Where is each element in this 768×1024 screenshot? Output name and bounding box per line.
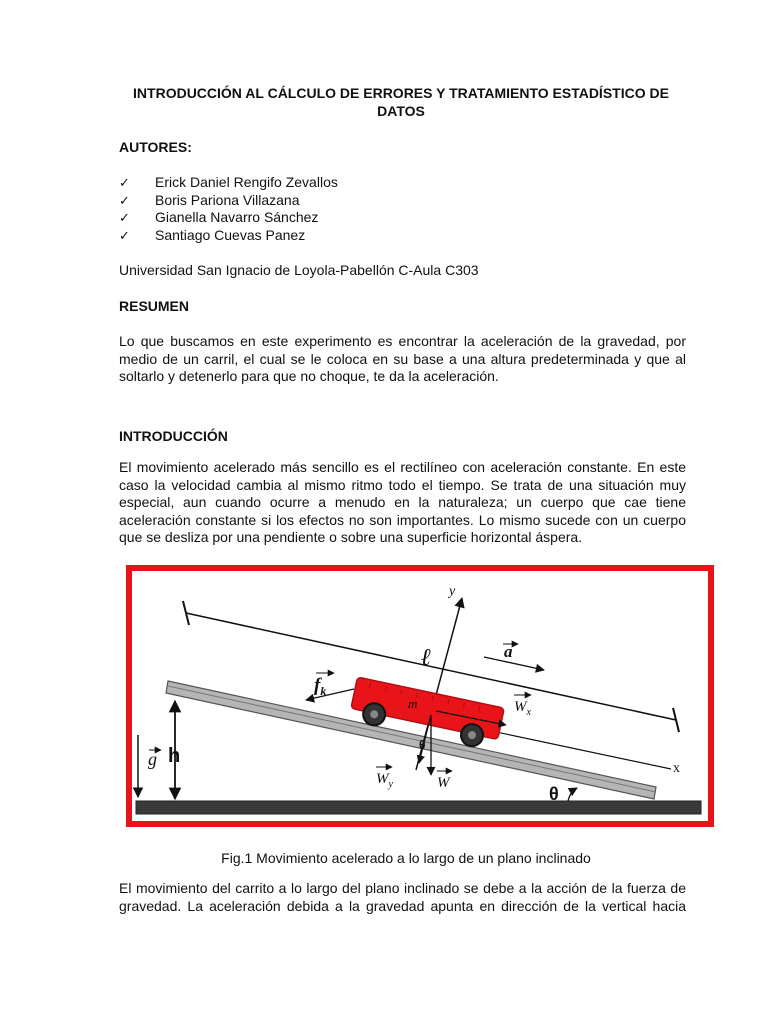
resumen-heading: RESUMEN	[119, 298, 190, 314]
acceleration-label: a	[504, 642, 513, 661]
document-title: INTRODUCCIÓN AL CÁLCULO DE ERRORES Y TRATAMIENTO ESTADÍSTICO DE DATOS	[133, 85, 669, 119]
intro-heading: INTRODUCCIÓN	[119, 428, 228, 444]
resumen-paragraph: Lo que buscamos en este experimento es encontrar la aceleración de la gravedad, por medio de un carril, el cual se le coloca en su base a una altura predeterminada y que al soltarlo y detenerlo para que no choque, te da la aceleración.	[119, 333, 686, 385]
intro-paragraph: El movimiento acelerado más sencillo es el rectilíneo con aceleración constante. En este caso la velocidad cambia al mismo ritmo todo el tiempo. Se trata de una situación muy especial, aun cuando ocurre a menudo en la naturaleza; un cuerpo que cae tiene aceleración constante si los efectos no son importantes. Lo mismo sucede con un cuerpo que se desliza por una pendiente o sobre una superficie horizontal áspera.	[119, 459, 686, 546]
theta-small-label: θ	[419, 738, 426, 752]
friction-label: $f_k$	[314, 675, 327, 698]
author-item: ✓ Santiago Cuevas Panez	[119, 226, 306, 243]
gravity-label: g	[148, 749, 157, 769]
wy-label: $W_y$	[376, 771, 393, 790]
check-icon: ✓	[119, 227, 130, 243]
length-label: ℓ	[421, 645, 432, 671]
body-paragraph: El movimiento del carrito a lo largo del plano inclinado se debe a la acción de la fuerza de gravedad. La aceleración debida a la gravedad apunta en dirección de la vertical hacia	[119, 880, 686, 914]
authors-list	[119, 174, 338, 244]
author-item: ✓ Erick Daniel Rengifo Zevallos	[119, 174, 338, 190]
mass-label: m	[408, 696, 418, 711]
author-item: ✓ Boris Pariona Villazana	[119, 191, 300, 208]
height-label: h	[168, 745, 181, 767]
authors-heading: AUTORES:	[119, 139, 192, 155]
figure-caption: Fig.1 Movimiento acelerado a lo largo de un plano inclinado	[221, 850, 591, 866]
x-label: x	[673, 761, 680, 776]
check-icon: ✓	[119, 210, 130, 226]
y-label: y	[449, 584, 456, 599]
check-icon: ✓	[119, 175, 130, 190]
wx-label: $W_x$	[514, 699, 531, 718]
theta-big-label: θ	[549, 784, 559, 804]
weight-label: W	[437, 775, 450, 791]
floor-bar	[136, 801, 701, 814]
author-item: ✓ Gianella Navarro Sánchez	[119, 209, 319, 226]
inclined-plane-figure	[126, 565, 714, 827]
check-icon: ✓	[119, 192, 130, 208]
affiliation: Universidad San Ignacio de Loyola-Pabellón C-Aula C303	[119, 262, 479, 278]
